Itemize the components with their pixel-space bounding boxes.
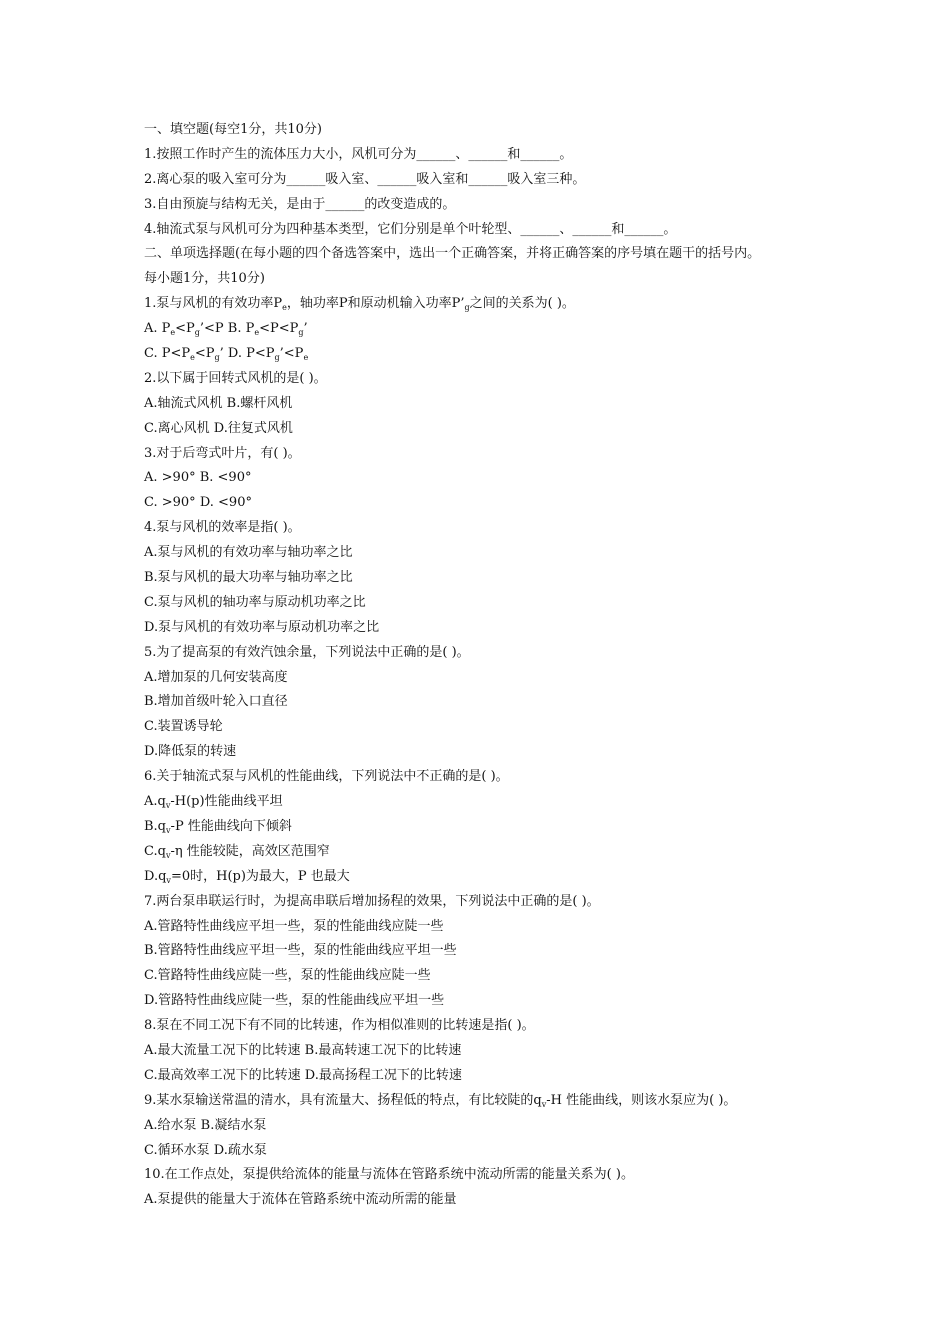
text-line: B.泵与风机的最大功率与轴功率之比 xyxy=(144,570,353,586)
text-line: C. $P<P_e<P_g$’ D. $P<P_g’<P_e$ xyxy=(144,346,309,363)
text-line: 二、单项选择题(在每小题的四个备选答案中，选出一个正确答案，并将正确答案的序号填在题干的括号内。 xyxy=(144,246,761,262)
text-line: A.最大流量工况下的比转速 B.最高转速工况下的比转速 xyxy=(144,1042,462,1058)
text-line: A.轴流式风机 B.螺杆风机 xyxy=(144,395,293,411)
text-line: C.管路特性曲线应陡一些，泵的性能曲线应陡一些 xyxy=(144,968,431,984)
text-line: C. >90° D. <90° xyxy=(144,495,252,511)
text-line: 2.离心泵的吸入室可分为______吸入室、______吸入室和______吸入室三种。 xyxy=(144,171,586,187)
text-line: D.降低泵的转速 xyxy=(144,744,237,760)
text-line: $B.q_v-P$ 性能曲线向下倾斜 xyxy=(144,818,292,835)
text-line: C.装置诱导轮 xyxy=(144,719,223,735)
text-line: A. $P_e<P_g’<P$ B. $P_e<P<P_g$’ xyxy=(144,321,308,338)
text-line: 9.某水泵输送常温的清水，具有流量大、扬程低的特点，有比较陡的$q_v-H$ 性能曲线，则该水泵应为( )。 xyxy=(144,1092,737,1109)
text-line: 10.在工作点处，泵提供给流体的能量与流体在管路系统中流动所需的能量关系为( )。 xyxy=(144,1167,634,1183)
text-line: C.离心风机 D.往复式风机 xyxy=(144,420,293,436)
text-line: 2.以下属于回转式风机的是( )。 xyxy=(144,370,327,386)
text-line: D.泵与风机的有效功率与原动机功率之比 xyxy=(144,619,380,635)
text-line: C.泵与风机的轴功率与原动机功率之比 xyxy=(144,594,366,610)
document-page xyxy=(144,120,844,1215)
text-line: A.泵提供的能量大于流体在管路系统中流动所需的能量 xyxy=(144,1192,457,1208)
text-line: B.管路特性曲线应平坦一些，泵的性能曲线应平坦一些 xyxy=(144,943,457,959)
text-line: 每小题1分，共10分) xyxy=(144,271,265,287)
text-line: D.管路特性曲线应陡一些，泵的性能曲线应平坦一些 xyxy=(144,993,445,1009)
text-line: A.泵与风机的有效功率与轴功率之比 xyxy=(144,545,353,561)
text-line: A.管路特性曲线应平坦一些，泵的性能曲线应陡一些 xyxy=(144,918,444,934)
text-line: 4.轴流式泵与风机可分为四种基本类型，它们分别是单个叶轮型、______、______和______。 xyxy=(144,221,677,237)
text-line: 1.泵与风机的有效功率$P_e$，轴功率P和原动机输入功率$P’_g$之间的关系为( )。 xyxy=(144,296,575,313)
text-line: A.增加泵的几何安装高度 xyxy=(144,669,288,685)
text-line: A.给水泵 B.凝结水泵 xyxy=(144,1117,267,1133)
text-line: $C.q_v-\eta$ 性能较陡，高效区范围窄 xyxy=(144,843,330,860)
text-line: 3.对于后弯式叶片，有( )。 xyxy=(144,445,301,461)
text-line: C.循环水泵 D.疏水泵 xyxy=(144,1142,267,1158)
text-line: 1.按照工作时产生的流体压力大小，风机可分为______、______和______。 xyxy=(144,146,573,162)
text-line: A. >90° B. <90° xyxy=(144,470,252,486)
text-line: 3.自由预旋与结构无关，是由于______的改变造成的。 xyxy=(144,196,456,212)
text-line: 5.为了提高泵的有效汽蚀余量，下列说法中正确的是( )。 xyxy=(144,644,470,660)
text-line: 4.泵与风机的效率是指( )。 xyxy=(144,520,301,536)
text-line: B.增加首级叶轮入口直径 xyxy=(144,694,288,710)
text-line: $D.q_v=0$时，H(p)为最大，P 也最大 xyxy=(144,868,350,885)
text-line: 6.关于轴流式泵与风机的性能曲线，下列说法中不正确的是( )。 xyxy=(144,769,509,785)
text-line: $A.q_v-H(p)$性能曲线平坦 xyxy=(144,794,283,811)
text-line: 8.泵在不同工况下有不同的比转速，作为相似准则的比转速是指( )。 xyxy=(144,1018,535,1034)
text-line: C.最高效率工况下的比转速 D.最高扬程工况下的比转速 xyxy=(144,1067,462,1083)
text-line: 7.两台泵串联运行时，为提高串联后增加扬程的效果，下列说法中正确的是( )。 xyxy=(144,893,600,909)
text-line: 一、填空题(每空1分，共10分) xyxy=(144,122,322,137)
